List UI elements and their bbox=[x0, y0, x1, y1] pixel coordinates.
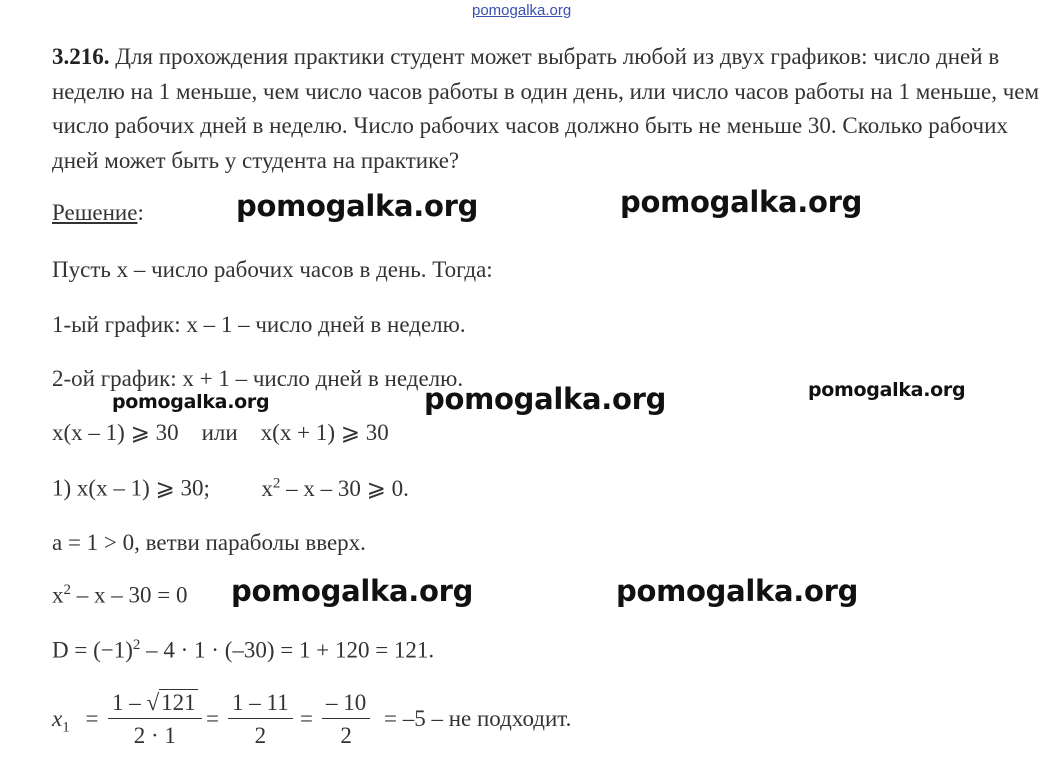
watermark: pomogalka.org bbox=[231, 574, 474, 608]
site-link[interactable]: pomogalka.org bbox=[472, 2, 572, 19]
equals-3: = bbox=[300, 706, 313, 731]
solution-heading bbox=[52, 200, 144, 226]
watermark: pomogalka.org bbox=[616, 574, 859, 608]
watermark: pomogalka.org bbox=[424, 382, 667, 416]
problem-number: 3.216. bbox=[52, 44, 110, 69]
watermark: pomogalka.org bbox=[236, 189, 479, 223]
solution-line-4: x(x – 1) ⩾ 30 или x(x + 1) ⩾ 30 bbox=[52, 420, 389, 445]
fraction-3: $\frac{- 10}{2}$ bbox=[322, 690, 370, 749]
root-x1-label: $x_1$ = bbox=[52, 706, 99, 736]
solution-line-3: 2-ой график: x + 1 – число дней в неделю. bbox=[52, 366, 464, 391]
solution-line-2: 1-ый график: x – 1 – число дней в неделю. bbox=[52, 312, 466, 337]
solution-line-5 bbox=[52, 475, 409, 502]
quadratic-inequality: $x^2$ – x – 30 ⩾ 0. bbox=[261, 475, 409, 501]
root-x1-result: = –5 – не подходит. bbox=[384, 706, 572, 731]
solution-line-7: $x^2 - x - 30 = 0$ bbox=[52, 582, 188, 608]
solution-label-colon: : bbox=[137, 200, 144, 225]
problem-text: Для прохождения практики студент может выбрать любой из двух графиков: число дней в неделю на 1 меньше, чем число часов работы в один день, или число часов работы на 1 меньше, чем число рабочих дней в неделю. Число рабочих часов должно быть не меньше 30. Сколько рабочих дней может быть у студента на практике? bbox=[52, 44, 1040, 173]
discriminant-line: $D = (-1)^2 - 4 \cdot 1 \cdot (-30) = 1 + 120 = 121$. bbox=[52, 637, 435, 663]
equals-2: = bbox=[206, 706, 219, 731]
inequality-1: 1) x(x – 1) ⩾ 30; bbox=[52, 475, 210, 501]
solution-label: Решение bbox=[52, 200, 138, 225]
solution-line-1: Пусть x – число рабочих часов в день. Тогда: bbox=[52, 257, 493, 282]
fraction-1: $\frac{1 - √121}{2 \cdot 1}$ bbox=[108, 690, 202, 749]
fraction-2: $\frac{1 - 11}{2}$ bbox=[228, 690, 293, 749]
watermark: pomogalka.org bbox=[620, 185, 863, 219]
watermark: pomogalka.org bbox=[112, 391, 270, 413]
watermark: pomogalka.org bbox=[808, 379, 966, 401]
solution-line-6: a = 1 > 0, ветви параболы вверх. bbox=[52, 530, 366, 555]
problem-statement bbox=[52, 40, 1042, 178]
